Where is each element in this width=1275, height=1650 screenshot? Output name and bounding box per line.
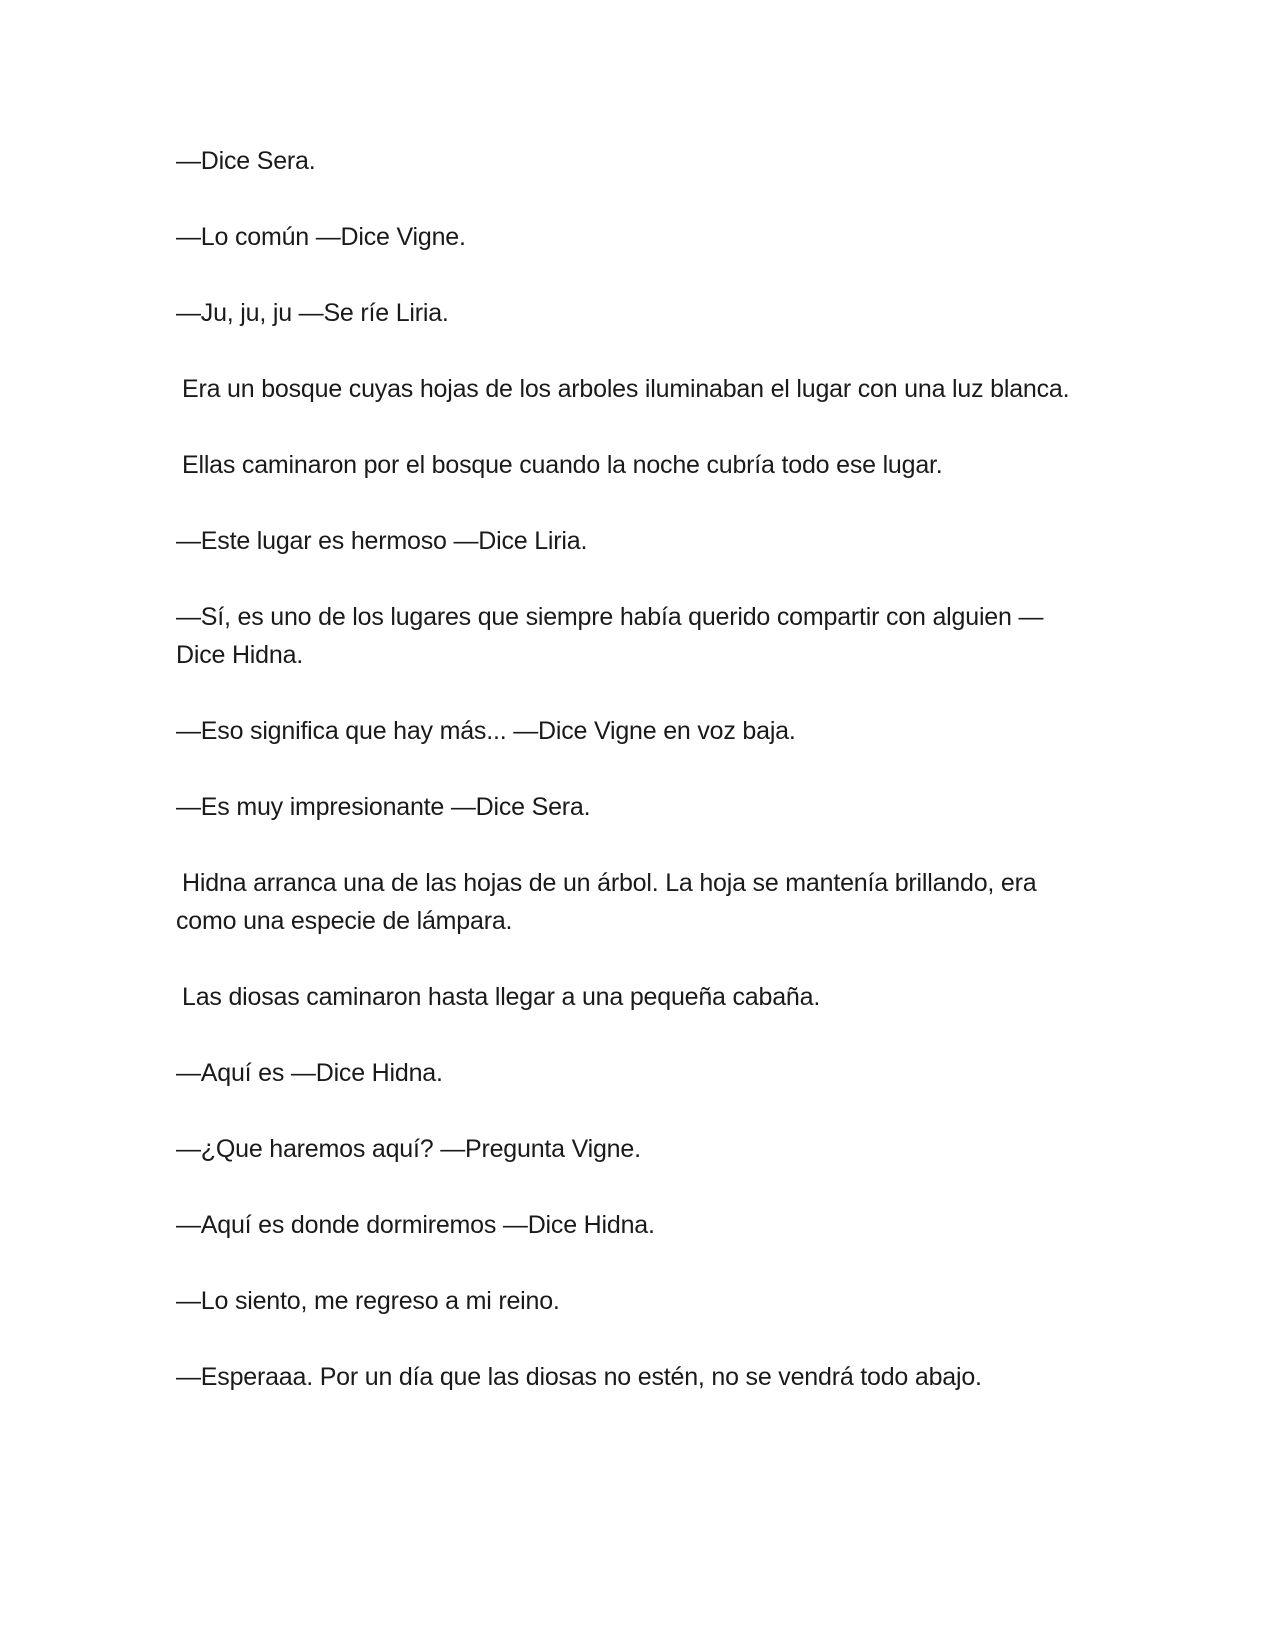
paragraph: Ellas caminaron por el bosque cuando la noche cubría todo ese lugar. bbox=[182, 451, 943, 479]
paragraph: —Esperaaa. Por un día que las diosas no estén, no se vendrá todo abajo. bbox=[176, 1363, 982, 1391]
paragraph: —Lo común —Dice Vigne. bbox=[176, 223, 466, 251]
paragraph: —Dice Sera. bbox=[176, 147, 316, 175]
paragraph: Era un bosque cuyas hojas de los arboles iluminaban el lugar con una luz blanca. bbox=[182, 375, 1070, 403]
paragraph: —Eso significa que hay más... —Dice Vigne en voz baja. bbox=[176, 717, 796, 745]
document-body bbox=[176, 142, 1086, 1434]
paragraph: —Ju, ju, ju —Se ríe Liria. bbox=[176, 299, 449, 327]
paragraph: —Lo siento, me regreso a mi reino. bbox=[176, 1287, 560, 1315]
paragraph: —Este lugar es hermoso —Dice Liria. bbox=[176, 527, 588, 555]
paragraph: —Es muy impresionante —Dice Sera. bbox=[176, 793, 591, 821]
paragraph: —¿Que haremos aquí? —Pregunta Vigne. bbox=[176, 1135, 641, 1163]
paragraph: Las diosas caminaron hasta llegar a una pequeña cabaña. bbox=[182, 983, 821, 1011]
paragraph: Hidna arranca una de las hojas de un árbol. La hoja se mantenía brillando, era como una especie de lámpara. bbox=[176, 869, 1037, 935]
paragraph: —Sí, es uno de los lugares que siempre había querido compartir con alguien —Dice Hidna. bbox=[176, 603, 1044, 669]
paragraph: —Aquí es —Dice Hidna. bbox=[176, 1059, 443, 1087]
paragraph: —Aquí es donde dormiremos —Dice Hidna. bbox=[176, 1211, 655, 1239]
